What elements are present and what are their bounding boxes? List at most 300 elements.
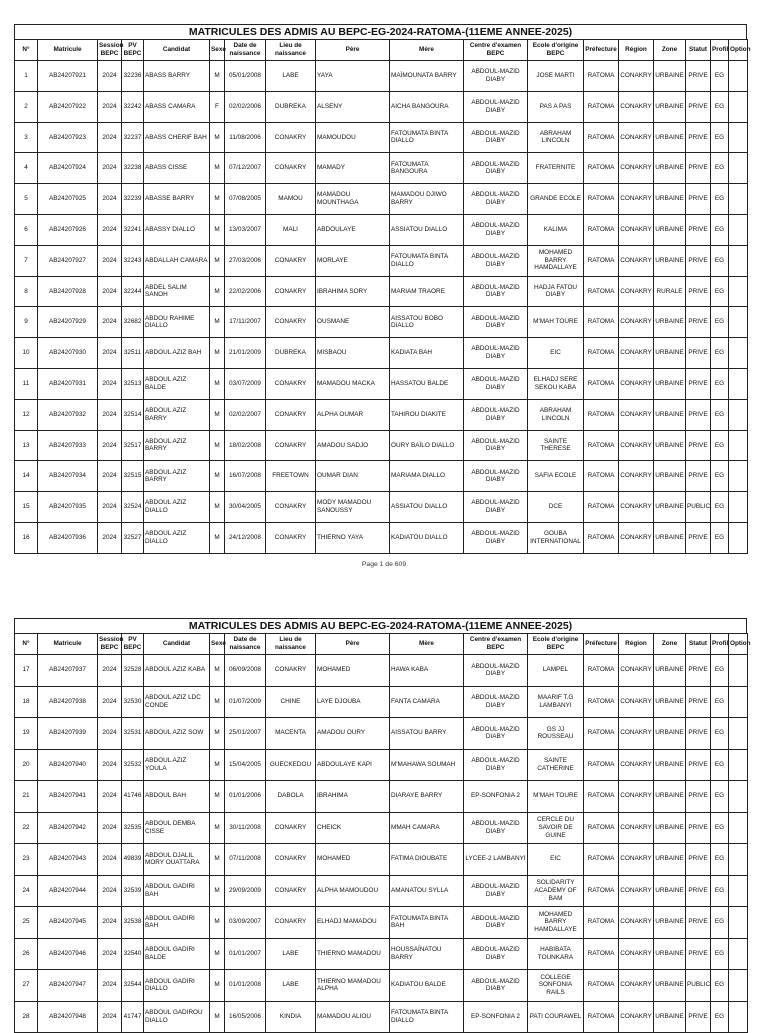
candidat-cell: ABDOUL GADIRI BAH bbox=[144, 875, 210, 907]
mere-cell: FATOUMATA BINTA BAH bbox=[390, 907, 464, 939]
mere-cell: FANTA CAMARA bbox=[390, 686, 464, 718]
pv-bepc-cell: 32544 bbox=[122, 970, 144, 1002]
lieu-naissance-cell: CONAKRY bbox=[266, 907, 316, 939]
ecole-origine-cell: PAS A PAS bbox=[528, 91, 584, 122]
prefecture-cell: RATOMA bbox=[584, 430, 619, 461]
mere-cell: MARIAM TRAORE bbox=[390, 276, 464, 307]
profil-cell: EG bbox=[711, 214, 729, 245]
session-bepc-cell: 2024 bbox=[98, 461, 122, 492]
pv-bepc-cell: 32517 bbox=[122, 430, 144, 461]
mere-cell: AICHA BANGOURA bbox=[390, 91, 464, 122]
region-cell: CONAKRY bbox=[619, 214, 654, 245]
prefecture-cell: RATOMA bbox=[584, 1001, 619, 1033]
mere-cell: AISSATOU BARRY bbox=[390, 718, 464, 750]
row-number-cell: 22 bbox=[15, 812, 38, 844]
table-row bbox=[15, 522, 748, 553]
prefecture-cell: RATOMA bbox=[584, 153, 619, 184]
row-number-cell: 28 bbox=[15, 1001, 38, 1033]
profil-cell: EG bbox=[711, 338, 729, 369]
zone-cell: URBAINE bbox=[654, 812, 686, 844]
profil-cell: EG bbox=[711, 1001, 729, 1033]
sexe-cell: M bbox=[210, 368, 225, 399]
date-naissance-cell: 13/03/2007 bbox=[225, 214, 266, 245]
mere-cell: OURY BAÏLO DIALLO bbox=[390, 430, 464, 461]
lieu-naissance-cell: CONAKRY bbox=[266, 430, 316, 461]
ecole-origine-cell: PATI COURAWEL bbox=[528, 1001, 584, 1033]
session-bepc-cell: 2024 bbox=[98, 399, 122, 430]
region-cell: CONAKRY bbox=[619, 875, 654, 907]
prefecture-cell: RATOMA bbox=[584, 307, 619, 338]
profil-cell: EG bbox=[711, 718, 729, 750]
prefecture-cell: RATOMA bbox=[584, 907, 619, 939]
sexe-cell: M bbox=[210, 749, 225, 781]
zone-cell: URBAINE bbox=[654, 522, 686, 553]
column-header-region: Région bbox=[619, 40, 654, 61]
row-number-cell: 10 bbox=[15, 338, 38, 369]
zone-cell: URBAINE bbox=[654, 655, 686, 687]
zone-cell: URBAINE bbox=[654, 153, 686, 184]
pv-bepc-cell: 32538 bbox=[122, 907, 144, 939]
sexe-cell: M bbox=[210, 718, 225, 750]
prefecture-cell: RATOMA bbox=[584, 214, 619, 245]
prefecture-cell: RATOMA bbox=[584, 686, 619, 718]
mere-cell: M'MAHAWA SOUMAH bbox=[390, 749, 464, 781]
statut-cell: PRIVE bbox=[686, 214, 711, 245]
column-header-date-naissance: Date de naissance bbox=[225, 634, 266, 655]
candidat-cell: ABASS CHERIF BAH bbox=[144, 122, 210, 153]
row-number-cell: 24 bbox=[15, 875, 38, 907]
candidat-cell: ABASSY DIALLO bbox=[144, 214, 210, 245]
prefecture-cell: RATOMA bbox=[584, 338, 619, 369]
option-cell bbox=[729, 907, 748, 939]
pere-cell: MAMADOU ALIOU bbox=[316, 1001, 390, 1033]
lieu-naissance-cell: CONAKRY bbox=[266, 399, 316, 430]
pere-cell: MODY MAMADOU SANOUSSY bbox=[316, 492, 390, 523]
column-header-mere: Mère bbox=[390, 40, 464, 61]
region-cell: CONAKRY bbox=[619, 461, 654, 492]
matricule-cell: AB24207925 bbox=[38, 184, 98, 215]
prefecture-cell: RATOMA bbox=[584, 91, 619, 122]
table-row bbox=[15, 307, 748, 338]
candidat-cell: ABDOUL AZIZ KABA bbox=[144, 655, 210, 687]
option-cell bbox=[729, 368, 748, 399]
matricule-cell: AB24207948 bbox=[38, 1001, 98, 1033]
table-row bbox=[15, 461, 748, 492]
column-header-matricule: Matricule bbox=[38, 634, 98, 655]
row-number-cell: 15 bbox=[15, 492, 38, 523]
row-number-cell: 21 bbox=[15, 781, 38, 813]
profil-cell: EG bbox=[711, 907, 729, 939]
statut-cell: PRIVE bbox=[686, 461, 711, 492]
date-naissance-cell: 24/12/2008 bbox=[225, 522, 266, 553]
ecole-origine-cell: MOHAMED BARRY HAMDALLAYE bbox=[528, 907, 584, 939]
statut-cell: PRIVE bbox=[686, 122, 711, 153]
pv-bepc-cell: 32236 bbox=[122, 61, 144, 92]
candidat-cell: ABDOUL AZIZ SOW bbox=[144, 718, 210, 750]
option-cell bbox=[729, 214, 748, 245]
column-header-zone: Zone bbox=[654, 40, 686, 61]
zone-cell: URBAINE bbox=[654, 938, 686, 970]
pv-bepc-cell: 32242 bbox=[122, 91, 144, 122]
lieu-naissance-cell: CHINE bbox=[266, 686, 316, 718]
lieu-naissance-cell: CONAKRY bbox=[266, 655, 316, 687]
ecole-origine-cell: JOSE MARTI bbox=[528, 61, 584, 92]
option-cell bbox=[729, 970, 748, 1002]
table-row bbox=[15, 718, 748, 750]
document-page-2 bbox=[14, 618, 751, 1033]
region-cell: CONAKRY bbox=[619, 276, 654, 307]
pv-bepc-cell: 32528 bbox=[122, 655, 144, 687]
table-row bbox=[15, 938, 748, 970]
profil-cell: EG bbox=[711, 245, 729, 276]
candidat-cell: ABDOUL AZIZ BARRY bbox=[144, 461, 210, 492]
admis-table bbox=[14, 39, 751, 554]
ecole-origine-cell: ELHADJ SERE SEKOU KABA bbox=[528, 368, 584, 399]
sexe-cell: M bbox=[210, 686, 225, 718]
table-row bbox=[15, 655, 748, 687]
pv-bepc-cell: 32532 bbox=[122, 749, 144, 781]
centre-examen-cell: ABDOUL-MAZID DIABY bbox=[464, 122, 528, 153]
session-bepc-cell: 2024 bbox=[98, 749, 122, 781]
date-naissance-cell: 07/08/2005 bbox=[225, 184, 266, 215]
column-header-pere: Père bbox=[316, 634, 390, 655]
sexe-cell: M bbox=[210, 184, 225, 215]
session-bepc-cell: 2024 bbox=[98, 522, 122, 553]
prefecture-cell: RATOMA bbox=[584, 844, 619, 876]
lieu-naissance-cell: CONAKRY bbox=[266, 368, 316, 399]
candidat-cell: ABDOUL DJALIL MORY OUATTARA bbox=[144, 844, 210, 876]
option-cell bbox=[729, 338, 748, 369]
profil-cell: EG bbox=[711, 970, 729, 1002]
lieu-naissance-cell: CONAKRY bbox=[266, 844, 316, 876]
option-cell bbox=[729, 153, 748, 184]
statut-cell: PRIVE bbox=[686, 1001, 711, 1033]
session-bepc-cell: 2024 bbox=[98, 430, 122, 461]
matricule-cell: AB24207934 bbox=[38, 461, 98, 492]
candidat-cell: ABASS CISSE bbox=[144, 153, 210, 184]
date-naissance-cell: 22/02/2006 bbox=[225, 276, 266, 307]
ecole-origine-cell: HADJA FATOU DIABY bbox=[528, 276, 584, 307]
pere-cell: AMADOU SADJO bbox=[316, 430, 390, 461]
candidat-cell: ABDEL SALIM SANOH bbox=[144, 276, 210, 307]
region-cell: CONAKRY bbox=[619, 1001, 654, 1033]
pere-cell: ABDOULAYE bbox=[316, 214, 390, 245]
profil-cell: EG bbox=[711, 307, 729, 338]
region-cell: CONAKRY bbox=[619, 970, 654, 1002]
date-naissance-cell: 01/01/2008 bbox=[225, 970, 266, 1002]
zone-cell: URBAINE bbox=[654, 461, 686, 492]
date-naissance-cell: 16/05/2006 bbox=[225, 1001, 266, 1033]
session-bepc-cell: 2024 bbox=[98, 970, 122, 1002]
matricule-cell: AB24207939 bbox=[38, 718, 98, 750]
row-number-cell: 7 bbox=[15, 245, 38, 276]
column-header-pv-bepc: PV BEPC bbox=[122, 634, 144, 655]
date-naissance-cell: 29/09/2009 bbox=[225, 875, 266, 907]
sexe-cell: F bbox=[210, 91, 225, 122]
option-cell bbox=[729, 749, 748, 781]
ecole-origine-cell: KALIMA bbox=[528, 214, 584, 245]
zone-cell: URBAINE bbox=[654, 686, 686, 718]
sexe-cell: M bbox=[210, 875, 225, 907]
pv-bepc-cell: 32531 bbox=[122, 718, 144, 750]
column-header-statut: Statut bbox=[686, 40, 711, 61]
mere-cell: MAÏMOUNATA BARRY bbox=[390, 61, 464, 92]
table-row bbox=[15, 368, 748, 399]
region-cell: CONAKRY bbox=[619, 91, 654, 122]
candidat-cell: ABDOUL AZIZ BARRY bbox=[144, 399, 210, 430]
mere-cell: KADIATA BAH bbox=[390, 338, 464, 369]
matricule-cell: AB24207928 bbox=[38, 276, 98, 307]
prefecture-cell: RATOMA bbox=[584, 122, 619, 153]
pere-cell: THIERNO MAMADOU bbox=[316, 938, 390, 970]
option-cell bbox=[729, 938, 748, 970]
table-row bbox=[15, 686, 748, 718]
statut-cell: PRIVE bbox=[686, 718, 711, 750]
pere-cell: MAMOUDOU bbox=[316, 122, 390, 153]
option-cell bbox=[729, 61, 748, 92]
date-naissance-cell: 01/01/2007 bbox=[225, 938, 266, 970]
option-cell bbox=[729, 812, 748, 844]
session-bepc-cell: 2024 bbox=[98, 214, 122, 245]
lieu-naissance-cell: DUBREKA bbox=[266, 91, 316, 122]
row-number-cell: 20 bbox=[15, 749, 38, 781]
lieu-naissance-cell: CONAKRY bbox=[266, 492, 316, 523]
profil-cell: EG bbox=[711, 655, 729, 687]
row-number-cell: 23 bbox=[15, 844, 38, 876]
candidat-cell: ABASS BARRY bbox=[144, 61, 210, 92]
pv-bepc-cell: 32243 bbox=[122, 245, 144, 276]
table-row bbox=[15, 812, 748, 844]
date-naissance-cell: 16/07/2008 bbox=[225, 461, 266, 492]
lieu-naissance-cell: CONAKRY bbox=[266, 276, 316, 307]
option-cell bbox=[729, 430, 748, 461]
lieu-naissance-cell: MACENTA bbox=[266, 718, 316, 750]
date-naissance-cell: 15/04/2005 bbox=[225, 749, 266, 781]
mere-cell: FATOUMATA BINTA DIALLO bbox=[390, 122, 464, 153]
lieu-naissance-cell: MALI bbox=[266, 214, 316, 245]
pere-cell: MOHAMED bbox=[316, 844, 390, 876]
matricule-cell: AB24207922 bbox=[38, 91, 98, 122]
ecole-origine-cell: COLLEGE SONFONIA RAILS bbox=[528, 970, 584, 1002]
mere-cell: KADIATOU DIALLO bbox=[390, 522, 464, 553]
table-row bbox=[15, 844, 748, 876]
centre-examen-cell: ABDOUL-MAZID DIABY bbox=[464, 875, 528, 907]
pere-cell: IBRAHIMA SORY bbox=[316, 276, 390, 307]
sexe-cell: M bbox=[210, 970, 225, 1002]
column-header-profil: Profil bbox=[711, 634, 729, 655]
zone-cell: URBAINE bbox=[654, 245, 686, 276]
pere-cell: THIERNO MAMADOU ALPHA bbox=[316, 970, 390, 1002]
statut-cell: PRIVE bbox=[686, 338, 711, 369]
statut-cell: PRIVE bbox=[686, 844, 711, 876]
table-row bbox=[15, 399, 748, 430]
date-naissance-cell: 03/07/2009 bbox=[225, 368, 266, 399]
matricule-cell: AB24207931 bbox=[38, 368, 98, 399]
zone-cell: URBAINE bbox=[654, 875, 686, 907]
table-row bbox=[15, 970, 748, 1002]
matricule-cell: AB24207933 bbox=[38, 430, 98, 461]
ecole-origine-cell: SAINTE THERESE bbox=[528, 430, 584, 461]
ecole-origine-cell: GOUBA INTERNATIONAL bbox=[528, 522, 584, 553]
candidat-cell: ABDOUL AZIZ LDC CONDE bbox=[144, 686, 210, 718]
region-cell: CONAKRY bbox=[619, 184, 654, 215]
profil-cell: EG bbox=[711, 522, 729, 553]
pere-cell: MAMADOU MACKA bbox=[316, 368, 390, 399]
matricule-cell: AB24207935 bbox=[38, 492, 98, 523]
row-number-cell: 16 bbox=[15, 522, 38, 553]
matricule-cell: AB24207924 bbox=[38, 153, 98, 184]
statut-cell: PRIVE bbox=[686, 153, 711, 184]
option-cell bbox=[729, 1001, 748, 1033]
row-number-cell: 1 bbox=[15, 61, 38, 92]
session-bepc-cell: 2024 bbox=[98, 276, 122, 307]
matricule-cell: AB24207946 bbox=[38, 938, 98, 970]
prefecture-cell: RATOMA bbox=[584, 812, 619, 844]
centre-examen-cell: ABDOUL-MAZID DIABY bbox=[464, 91, 528, 122]
column-header-sexe: Sexe bbox=[210, 40, 225, 61]
date-naissance-cell: 25/01/2007 bbox=[225, 718, 266, 750]
session-bepc-cell: 2024 bbox=[98, 781, 122, 813]
ecole-origine-cell: GRANDE ECOLE bbox=[528, 184, 584, 215]
statut-cell: PRIVE bbox=[686, 368, 711, 399]
region-cell: CONAKRY bbox=[619, 122, 654, 153]
centre-examen-cell: LYCEE-2 LAMBANYI bbox=[464, 844, 528, 876]
ecole-origine-cell: HABIBATA TOUNKARA bbox=[528, 938, 584, 970]
date-naissance-cell: 30/04/2005 bbox=[225, 492, 266, 523]
zone-cell: URBAINE bbox=[654, 749, 686, 781]
zone-cell: URBAINE bbox=[654, 430, 686, 461]
column-header-matricule: Matricule bbox=[38, 40, 98, 61]
candidat-cell: ABDOUL GADIRI BALDE bbox=[144, 938, 210, 970]
table-row bbox=[15, 91, 748, 122]
column-header-mere: Mère bbox=[390, 634, 464, 655]
mere-cell: HASSATOU BALDE bbox=[390, 368, 464, 399]
region-cell: CONAKRY bbox=[619, 749, 654, 781]
row-number-cell: 3 bbox=[15, 122, 38, 153]
ecole-origine-cell: ABRAHAM LINCOLN bbox=[528, 122, 584, 153]
profil-cell: EG bbox=[711, 91, 729, 122]
region-cell: CONAKRY bbox=[619, 338, 654, 369]
pv-bepc-cell: 41746 bbox=[122, 781, 144, 813]
ecole-origine-cell: MOHAMED BARRY HAMDALLAYE bbox=[528, 245, 584, 276]
region-cell: CONAKRY bbox=[619, 492, 654, 523]
centre-examen-cell: ABDOUL-MAZID DIABY bbox=[464, 276, 528, 307]
statut-cell: PRIVE bbox=[686, 655, 711, 687]
centre-examen-cell: ABDOUL-MAZID DIABY bbox=[464, 368, 528, 399]
sexe-cell: M bbox=[210, 214, 225, 245]
region-cell: CONAKRY bbox=[619, 245, 654, 276]
lieu-naissance-cell: DUBREKA bbox=[266, 338, 316, 369]
row-number-cell: 13 bbox=[15, 430, 38, 461]
table-row bbox=[15, 245, 748, 276]
profil-cell: EG bbox=[711, 461, 729, 492]
sexe-cell: M bbox=[210, 338, 225, 369]
pere-cell: ELHADJ MAMADOU bbox=[316, 907, 390, 939]
statut-cell: PRIVE bbox=[686, 399, 711, 430]
matricule-cell: AB24207926 bbox=[38, 214, 98, 245]
zone-cell: RURALE bbox=[654, 276, 686, 307]
pv-bepc-cell: 41747 bbox=[122, 1001, 144, 1033]
statut-cell: PRIVE bbox=[686, 307, 711, 338]
session-bepc-cell: 2024 bbox=[98, 338, 122, 369]
statut-cell: PRIVE bbox=[686, 907, 711, 939]
sexe-cell: M bbox=[210, 655, 225, 687]
candidat-cell: ABASSE BARRY bbox=[144, 184, 210, 215]
session-bepc-cell: 2024 bbox=[98, 718, 122, 750]
session-bepc-cell: 2024 bbox=[98, 368, 122, 399]
profil-cell: EG bbox=[711, 61, 729, 92]
prefecture-cell: RATOMA bbox=[584, 938, 619, 970]
row-number-cell: 14 bbox=[15, 461, 38, 492]
matricule-cell: AB24207921 bbox=[38, 61, 98, 92]
column-header-zone: Zone bbox=[654, 634, 686, 655]
pere-cell: THIERNO YAYA bbox=[316, 522, 390, 553]
option-cell bbox=[729, 522, 748, 553]
ecole-origine-cell: DCE bbox=[528, 492, 584, 523]
document-page-1 bbox=[14, 24, 751, 554]
pere-cell: OUMAR DIAN bbox=[316, 461, 390, 492]
column-header-ecole-origine: Ecole d'origine BEPC bbox=[528, 634, 584, 655]
statut-cell: PRIVE bbox=[686, 276, 711, 307]
mere-cell: MARIAMA DIALLO bbox=[390, 461, 464, 492]
profil-cell: EG bbox=[711, 875, 729, 907]
candidat-cell: ABDOUL AZIZ BARRY bbox=[144, 430, 210, 461]
matricule-cell: AB24207942 bbox=[38, 812, 98, 844]
table-row bbox=[15, 153, 748, 184]
option-cell bbox=[729, 655, 748, 687]
prefecture-cell: RATOMA bbox=[584, 970, 619, 1002]
table-row bbox=[15, 122, 748, 153]
option-cell bbox=[729, 399, 748, 430]
date-naissance-cell: 21/01/2009 bbox=[225, 338, 266, 369]
centre-examen-cell: EP-SONFONIA 2 bbox=[464, 781, 528, 813]
ecole-origine-cell: SAFIA ECOLE bbox=[528, 461, 584, 492]
sexe-cell: M bbox=[210, 307, 225, 338]
ecole-origine-cell: SOLIDARITY ACADEMY OF BAM bbox=[528, 875, 584, 907]
ecole-origine-cell: M'MAH TOURE bbox=[528, 307, 584, 338]
statut-cell: PRIVE bbox=[686, 91, 711, 122]
row-number-cell: 17 bbox=[15, 655, 38, 687]
statut-cell: PRIVE bbox=[686, 749, 711, 781]
lieu-naissance-cell: FREETOWN bbox=[266, 461, 316, 492]
matricule-cell: AB24207945 bbox=[38, 907, 98, 939]
profil-cell: EG bbox=[711, 749, 729, 781]
session-bepc-cell: 2024 bbox=[98, 844, 122, 876]
option-cell bbox=[729, 184, 748, 215]
centre-examen-cell: ABDOUL-MAZID DIABY bbox=[464, 399, 528, 430]
admis-table bbox=[14, 633, 751, 1033]
date-naissance-cell: 02/02/2007 bbox=[225, 399, 266, 430]
statut-cell: PRIVE bbox=[686, 812, 711, 844]
region-cell: CONAKRY bbox=[619, 686, 654, 718]
region-cell: CONAKRY bbox=[619, 781, 654, 813]
table-row bbox=[15, 184, 748, 215]
region-cell: CONAKRY bbox=[619, 307, 654, 338]
lieu-naissance-cell: LABE bbox=[266, 970, 316, 1002]
date-naissance-cell: 03/09/2007 bbox=[225, 907, 266, 939]
session-bepc-cell: 2024 bbox=[98, 875, 122, 907]
zone-cell: URBAINE bbox=[654, 91, 686, 122]
matricule-cell: AB24207941 bbox=[38, 781, 98, 813]
session-bepc-cell: 2024 bbox=[98, 184, 122, 215]
date-naissance-cell: 07/12/2007 bbox=[225, 153, 266, 184]
session-bepc-cell: 2024 bbox=[98, 686, 122, 718]
zone-cell: URBAINE bbox=[654, 844, 686, 876]
pere-cell: AMADOU OURY bbox=[316, 718, 390, 750]
column-header-lieu-naissance: Lieu de naissance bbox=[266, 634, 316, 655]
pv-bepc-cell: 32241 bbox=[122, 214, 144, 245]
mere-cell: HAWA KABA bbox=[390, 655, 464, 687]
